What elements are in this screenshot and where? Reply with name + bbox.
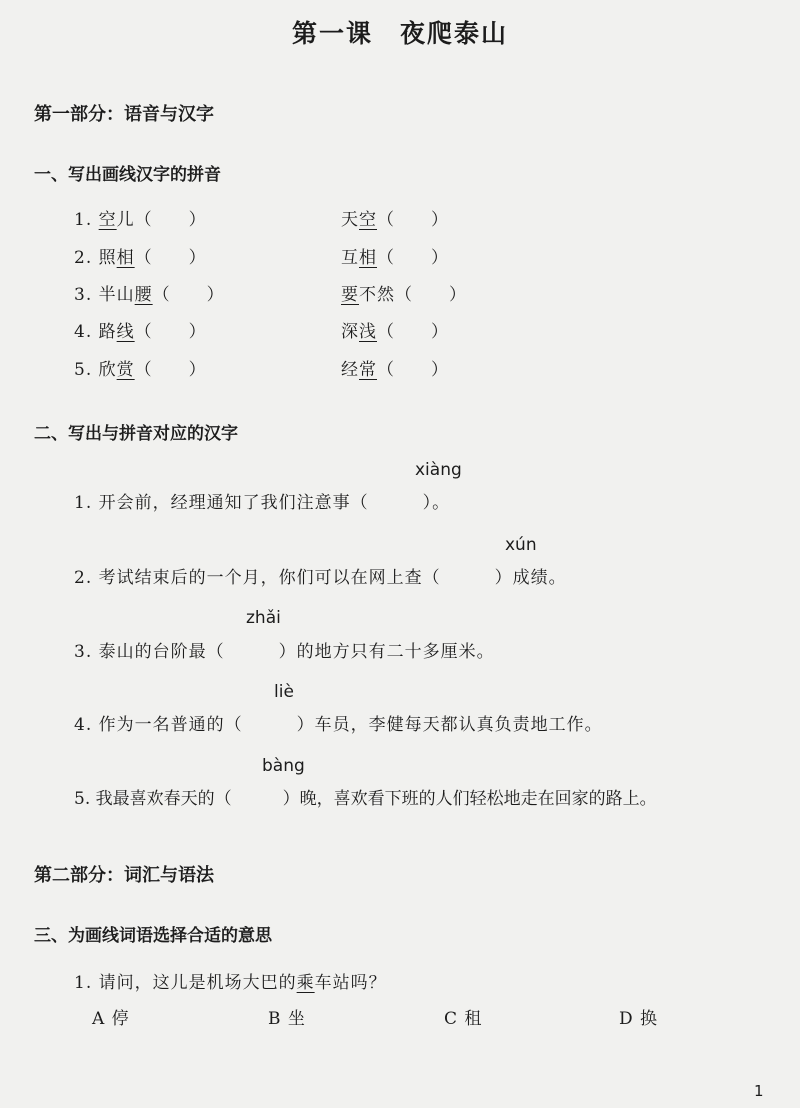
section-two-heading: 二、写出与拼音对应的汉字 <box>34 424 238 444</box>
s2-item-3: 3. 泰山的台阶最（ ）的地方只有二十多厘米。 <box>74 642 495 662</box>
pinyin-hint-2: xún <box>505 535 537 555</box>
part-two-heading: 第二部分：词汇与语法 <box>34 865 214 886</box>
section-one-heading: 一、写出画线汉字的拼音 <box>34 165 221 185</box>
option-c: C 租 <box>444 1009 483 1029</box>
pinyin-hint-5: bàng <box>262 756 305 776</box>
part-one-heading: 第一部分：语音与汉字 <box>34 104 214 125</box>
s1-item-3-left: 3. 半山腰（ ） <box>74 285 225 305</box>
s1-item-4-right: 深浅（ ） <box>341 322 449 342</box>
s2-item-1: 1. 开会前，经理通知了我们注意事（ ）。 <box>74 493 451 513</box>
s1-item-3-right: 要不然（ ） <box>341 285 467 305</box>
s3-question-1: 1. 请问，这儿是机场大巴的乘车站吗？ <box>74 973 387 993</box>
option-d: D 换 <box>619 1009 659 1029</box>
s1-item-4-left: 4. 路线（ ） <box>74 322 207 342</box>
s1-item-2-right: 互相（ ） <box>341 248 449 268</box>
s1-item-1-right: 天空（ ） <box>341 210 449 230</box>
s2-item-2: 2. 考试结束后的一个月，你们可以在网上查（ ）成绩。 <box>74 568 567 588</box>
section-three-heading: 三、为画线词语选择合适的意思 <box>34 926 272 946</box>
option-b: B 坐 <box>268 1009 306 1029</box>
page-title: 第一课 夜爬泰山 <box>291 19 508 48</box>
pinyin-hint-1: xiàng <box>415 460 462 480</box>
s2-item-5: 5. 我最喜欢春天的（ ）晚，喜欢看下班的人们轻松地走在回家的路上。 <box>74 789 657 809</box>
pinyin-hint-3: zhǎi <box>246 608 281 628</box>
option-a: A 停 <box>92 1009 130 1029</box>
s1-item-5-right: 经常（ ） <box>341 360 449 380</box>
page-number: 1 <box>754 1082 764 1100</box>
s1-item-1-left: 1. 空儿（ ） <box>74 210 207 230</box>
s1-item-5-left: 5. 欣赏（ ） <box>74 360 207 380</box>
s2-item-4: 4. 作为一名普通的（ ）车员，李健每天都认真负责地工作。 <box>74 715 603 735</box>
s1-item-2-left: 2. 照相（ ） <box>74 248 207 268</box>
pinyin-hint-4: liè <box>274 682 294 702</box>
